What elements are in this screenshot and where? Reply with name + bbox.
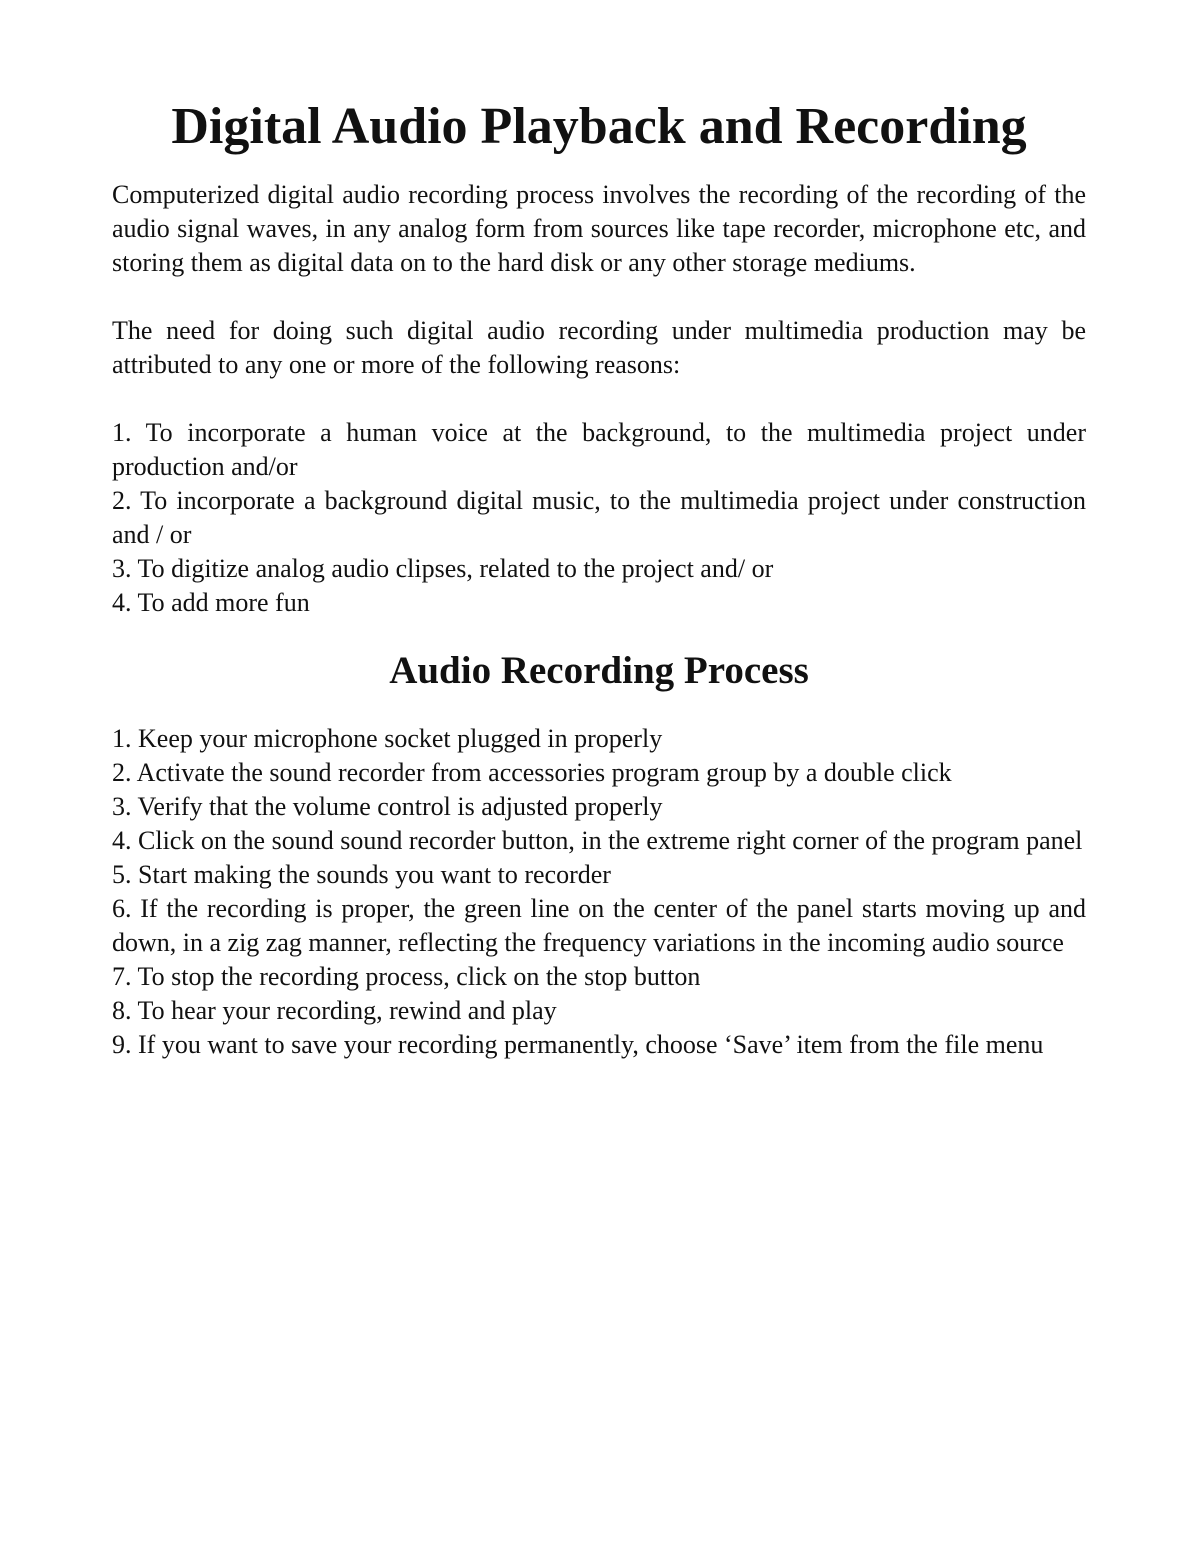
section-heading: Audio Recording Process <box>389 649 809 692</box>
list-item: 3. To digitize analog audio clipses, related to the project and/ or <box>112 554 774 583</box>
list-item: 4. To add more fun <box>112 588 310 617</box>
intro-paragraph: Computerized digital audio recording process involves the recording of the recording of the audio signal waves, in any analog form from sources like tape recorder, microphone etc, and storing them as digital data on to the hard disk or any other storage mediums. <box>112 180 1086 277</box>
list-item: 6. If the recording is proper, the green line on the center of the panel starts moving up and down, in a zig zag manner, reflecting the frequency variations in the incoming audio source <box>112 894 1086 957</box>
list-item: 1. To incorporate a human voice at the background, to the multimedia project under production and/or <box>112 418 1086 481</box>
reasons-intro-paragraph: The need for doing such digital audio recording under multimedia production may be attributed to any one or more of the following reasons: <box>112 316 1086 379</box>
document-title: Digital Audio Playback and Recording <box>171 98 1027 155</box>
list-item: 5. Start making the sounds you want to recorder <box>112 860 611 889</box>
list-item: 1. Keep your microphone socket plugged in properly <box>112 724 663 753</box>
list-item: 2. Activate the sound recorder from accessories program group by a double click <box>112 758 952 787</box>
list-item: 8. To hear your recording, rewind and play <box>112 996 557 1025</box>
list-item: 2. To incorporate a background digital music, to the multimedia project under construction and / or <box>112 486 1086 549</box>
spacer <box>112 382 1086 416</box>
list-item: 4. Click on the sound sound recorder button, in the extreme right corner of the program panel <box>112 826 1083 855</box>
reasons-list <box>112 416 1086 620</box>
spacer <box>112 280 1086 314</box>
list-item: 7. To stop the recording process, click on the stop button <box>112 962 701 991</box>
steps-list <box>112 722 1086 1062</box>
list-item: 9. If you want to save your recording permanently, choose ‘Save’ item from the file menu <box>112 1030 1044 1059</box>
spacer <box>112 688 1086 722</box>
list-item: 3. Verify that the volume control is adjusted properly <box>112 792 663 821</box>
document-page <box>112 98 1086 1062</box>
